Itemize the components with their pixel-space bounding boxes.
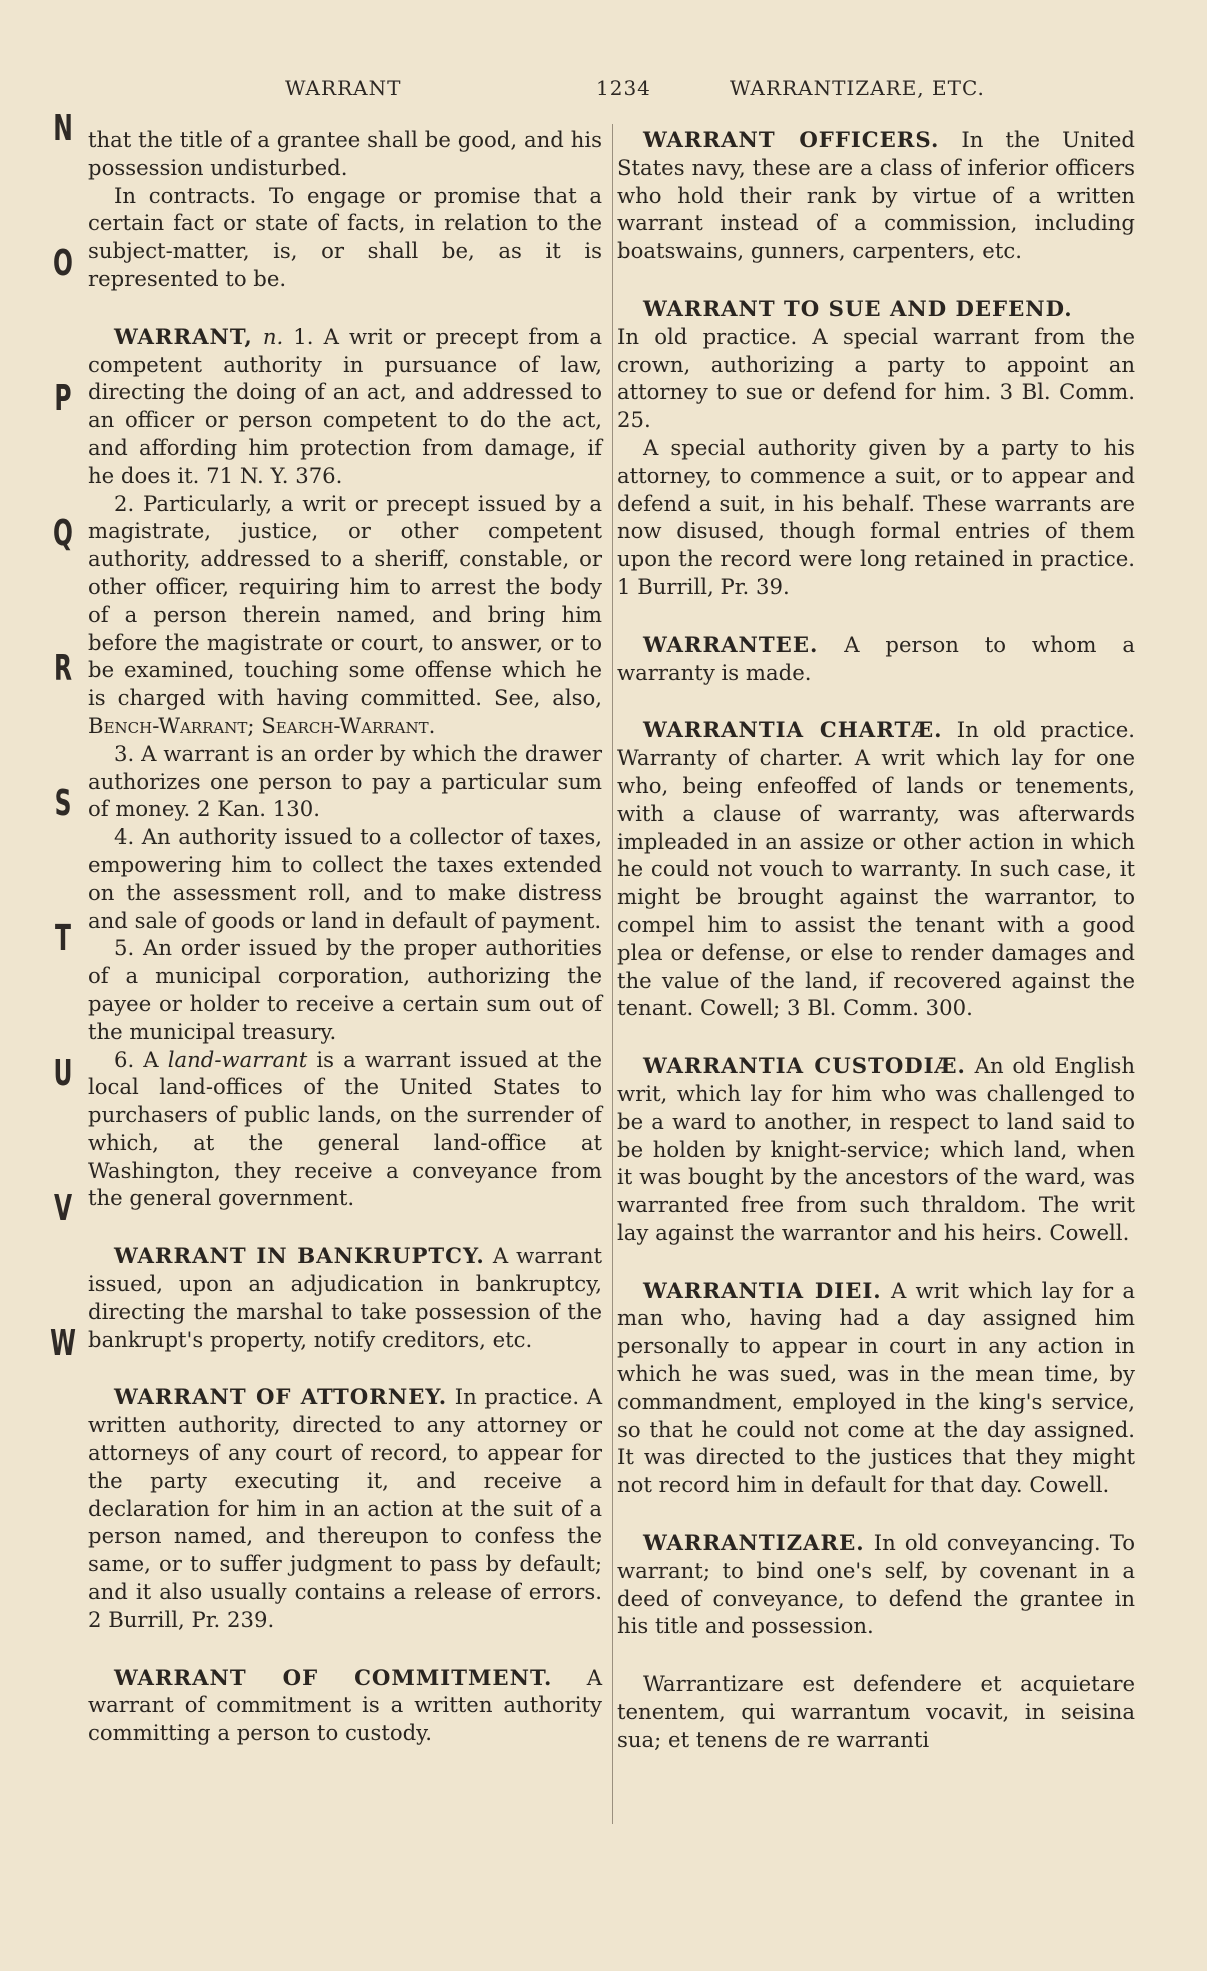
thumb-index-letter: R	[53, 648, 73, 689]
part-of-speech: n.	[262, 323, 284, 349]
cross-reference: Bench-Warrant;	[88, 712, 255, 738]
cross-reference: Search-Warrant.	[261, 712, 436, 738]
entry-warrantia-diei	[617, 1277, 1135, 1499]
entry-definition: An old English writ, which lay for him who was challenged to be a ward to another, in respect to land said to be holden by knight-service; which land, when it was bought by the ancestors of the ward, was warranted free from such thraldom. The writ lay against the warrantor and his heirs. Cowell.	[617, 1053, 1135, 1245]
entry-headword: WARRANTEE.	[643, 631, 819, 657]
thumb-index-letter: W	[50, 1323, 76, 1364]
column-divider	[612, 124, 613, 1824]
sense-text: 1. A writ or precept from a competent authority in pursuance of law, directing the doing of an act, and addressed to an officer or person competent to do the act, and affording him protection from damage, if he does it. 71 N. Y. 376.	[88, 323, 602, 488]
entry-headword: WARRANT OF ATTORNEY.	[114, 1384, 448, 1410]
entry-warrant-of-attorney	[88, 1383, 602, 1633]
sense-text: 4. An authority issued to a collector of taxes, empowering him to collect the taxes extended on the assessment roll, and to make distress and sale of goods or land in default of payment.	[88, 824, 602, 933]
thumb-index-letter: N	[53, 108, 73, 149]
entry-headword: WARRANT TO SUE AND DEFEND.	[643, 295, 1073, 321]
entry-warrantia-custodiae	[617, 1052, 1135, 1247]
entry-warrantee	[617, 631, 1135, 687]
thumb-index-letter: V	[53, 1188, 73, 1229]
entry-headword: WARRANTIZARE.	[643, 1530, 865, 1556]
entry-definition: A writ which lay for a man who, having had a day assigned him personally to appear in court in any action in which he was sued, was in the mean time, by commandment, employed in the king's service, so that he could not come at the day assigned. It was directed to the justices that they might not record him in default for that day. Cowell.	[617, 1277, 1135, 1498]
running-head	[0, 76, 1207, 106]
entry-definition: A warrant of commitment is a written authority committing a person to custody.	[88, 1664, 602, 1746]
entry-headword: WARRANTIA DIEI.	[643, 1277, 882, 1303]
sense-text: 5. An order issued by the proper authorities of a municipal corporation, authorizing the payee or holder to receive a certain sum out of the municipal treasury.	[88, 935, 602, 1044]
thumb-index-letter: P	[54, 378, 72, 419]
continued-paragraph: that the title of a grantee shall be good, and his possession undisturbed.	[88, 127, 602, 180]
entry-headword: WARRANT IN BANKRUPTCY.	[114, 1243, 485, 1269]
thumb-index	[40, 108, 86, 1408]
entry-definition: In old practice. A special warrant from the crown, authorizing a party to appoint an attorney to sue or defend for him. 3 Bl. Comm. 25.	[617, 323, 1135, 433]
entry-warrant-of-commitment	[88, 1664, 602, 1747]
thumb-index-letter: Q	[53, 513, 73, 554]
entry-headword: WARRANT OFFICERS.	[643, 127, 940, 152]
entry-warrant-officers	[617, 126, 1135, 265]
sense-text: 6. A	[114, 1046, 159, 1072]
entry-definition: In old practice. Warranty of charter. A writ which lay for one who, being enfeoffed of lands or tenements, with a clause of warranty, was afterwards impleaded in an assize or other action in which he could not vouch to warranty. In such case, it might be brought against the warrantor, to compel him to assist the tenant with a good plea or defense, or else to render damages and the value of the land, if recovered against the tenant. Cowell; 3 Bl. Comm. 300.	[617, 717, 1135, 1021]
right-column	[617, 126, 1135, 1754]
entry-definition: In old conveyancing. To warrant; to bind one's self, by covenant in a deed of conveyance, to defend the grantee in his title and possession.	[617, 1530, 1135, 1639]
entry-definition: A warrant issued, upon an adjudication in bankruptcy, directing the marshal to take possession of the bankrupt's property, notify creditors, etc.	[88, 1243, 602, 1352]
sense-text: 3. A warrant is an order by which the drawer authorizes one person to pay a particular sum of money. 2 Kan. 130.	[88, 740, 602, 822]
entry-headword: WARRANTIA CUSTODIÆ.	[643, 1053, 966, 1079]
entry-warrantia-chartae	[617, 716, 1135, 1022]
entry-definition: In practice. A written authority, directed to any attorney or attorneys of any court of record, to appear for the party executing it, and receive a declaration for him in an action at the suit of a person named, and thereupon to confess the same, or to suffer judgment to pass by default; and it also usually contains a release of errors. 2 Burrill, Pr. 239.	[88, 1384, 602, 1632]
entry-definition: A person to whom a warranty is made.	[617, 631, 1135, 685]
thumb-index-letter: O	[53, 243, 73, 284]
entry-headword: WARRANT,	[114, 323, 253, 349]
sense-text: 2. Particularly, a writ or precept issued by a magistrate, justice, or other competent authority, addressed to a sheriff, constable, or other officer, requiring him to arrest the body of a person therein named, and bring him before the magistrate or court, to answer, or to be examined, touching some offense which he is charged with having committed. See, also,	[88, 490, 602, 711]
latin-quotation: Warrantizare est defendere et acquietare tenentem, qui warrantum vocavit, in seisina sua; et tenens de re warranti	[617, 1671, 1135, 1752]
sense-text: is a warrant issued at the local land-offices of the United States to purchasers of public lands, on the surrender of which, at the general land-office at Washington, they receive a conveyance from the general government.	[88, 1046, 602, 1211]
entry-warrant-in-bankruptcy	[88, 1242, 602, 1353]
defined-term: land-warrant	[167, 1046, 308, 1072]
entry-definition: In the United States navy, these are a class of inferior officers who hold their rank by virtue of a written warrant instead of a commission, including boatswains, gunners, carpenters, etc.	[617, 127, 1135, 264]
page-number: 1234	[596, 76, 651, 100]
entry-warrant-to-sue-and-defend	[617, 295, 1135, 601]
thumb-index-letter: S	[54, 783, 72, 824]
entry-warrantizare	[617, 1529, 1135, 1640]
header-left-guide-word: WARRANT	[285, 76, 402, 100]
left-column	[88, 126, 602, 1777]
contracts-paragraph: In contracts. To engage or promise that a certain fact or state of facts, in relation to the subject-matter, is, or shall be, as it is represented to be.	[88, 182, 602, 291]
entry-warrant	[88, 323, 602, 1213]
entry-headword: WARRANTIA CHARTÆ.	[643, 717, 943, 743]
thumb-index-letter: T	[55, 918, 71, 959]
entry-definition: A special authority given by a party to his attorney, to commence a suit, or to appear and defend a suit, in his behalf. These warrants are now disused, though formal entries of them upon the record were long retained in practice. 1 Burrill, Pr. 39.	[617, 434, 1135, 599]
thumb-index-letter: U	[53, 1053, 73, 1094]
entry-headword: WARRANT OF COMMITMENT.	[114, 1664, 553, 1690]
header-right-guide-word: WARRANTIZARE, ETC.	[730, 76, 985, 100]
